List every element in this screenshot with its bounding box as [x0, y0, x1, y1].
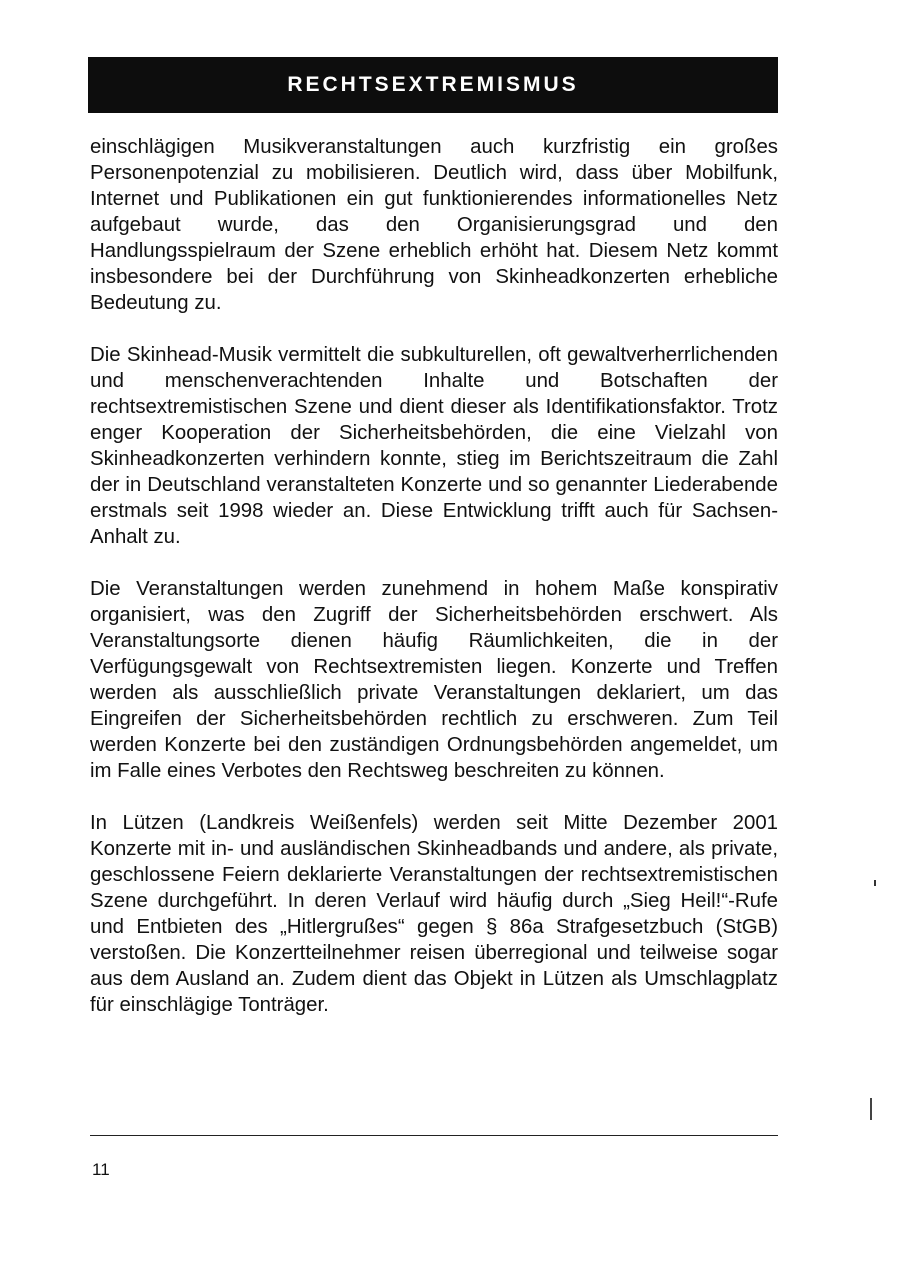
scan-mark	[870, 1098, 872, 1120]
page-number: 11	[92, 1160, 110, 1179]
section-title: RECHTSEXTREMISMUS	[287, 73, 579, 96]
footer-divider	[90, 1135, 778, 1136]
section-header-bar	[88, 57, 778, 113]
scan-mark	[874, 880, 876, 886]
body-text	[90, 134, 778, 1044]
paragraph-4: In Lützen (Landkreis Weißenfels) werden seit Mitte Dezember 2001 Konzerte mit in- und ausländischen Skinheadbands und andere, als private, geschlossene Feiern deklarierte Veranstaltungen der rechtsextremistischen Szene durchgeführt. In deren Verlauf wird häufig durch „Sieg Heil!“-Rufe und Entbieten des „Hitlergrußes“ gegen § 86a Strafgesetzbuch (StGB) verstoßen. Die Konzertteilnehmer reisen überregional und teilweise sogar aus dem Ausland an. Zudem dient das Objekt in Lützen als Umschlagplatz für einschlägige Tonträger.	[90, 812, 778, 1016]
paragraph-3: Die Veranstaltungen werden zunehmend in hohem Maße konspirativ organisiert, was den Zugriff der Sicherheitsbehörden erschwert. Als Veranstaltungsorte dienen häufig Räumlichkeiten, die in der Verfügungsgewalt von Rechtsextremisten liegen. Konzerte und Treffen werden als ausschließlich private Veranstaltungen deklariert, um das Eingreifen der Sicherheitsbehörden rechtlich zu erschweren. Zum Teil werden Konzerte bei den zuständigen Ordnungsbehörden angemeldet, um im Falle eines Verbotes den Rechtsweg beschreiten zu können.	[90, 578, 778, 782]
paragraph-2: Die Skinhead-Musik vermittelt die subkulturellen, oft gewaltverherrlichenden und menschenverachtenden Inhalte und Botschaften der rechtsextremistischen Szene und dient dieser als Identifikationsfaktor. Trotz enger Kooperation der Sicherheitsbehörden, die eine Vielzahl von Skinheadkonzerten verhindern konnte, stieg im Berichtszeitraum die Zahl der in Deutschland veranstalteten Konzerte und so genannter Liederabende erstmals seit 1998 wieder an. Diese Entwicklung trifft auch für Sachsen-Anhalt zu.	[90, 344, 778, 548]
paragraph-1: einschlägigen Musikveranstaltungen auch kurzfristig ein großes Personenpotenzial zu mobilisieren. Deutlich wird, dass über Mobilfunk, Internet und Publikationen ein gut funktionierendes informationelles Netz aufgebaut wurde, das den Organisierungsgrad und den Handlungsspielraum der Szene erheblich erhöht hat. Diesem Netz kommt insbesondere bei der Durchführung von Skinheadkonzerten erhebliche Bedeutung zu.	[90, 136, 778, 314]
